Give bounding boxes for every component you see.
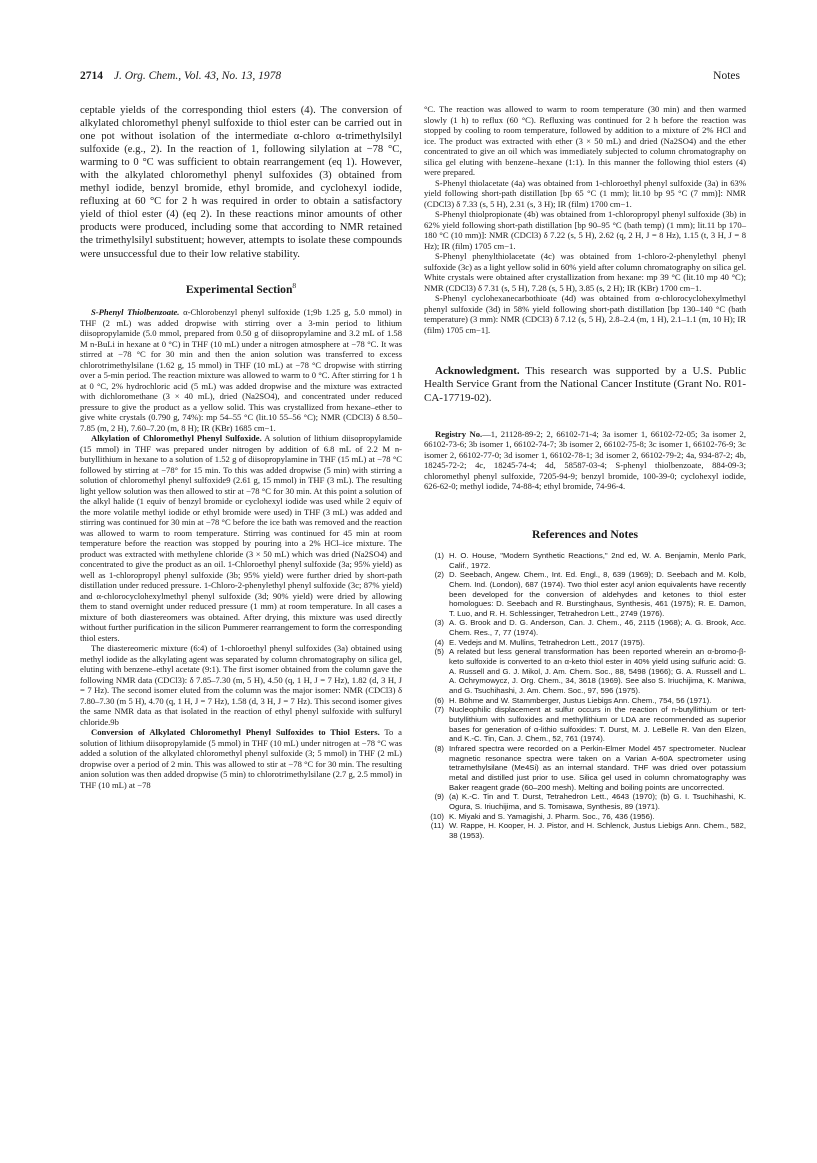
- reference-item: (10) K. Miyaki and S. Yamagishi, J. Pharm. Soc., 76, 436 (1956).: [430, 811, 655, 821]
- experimental-heading-text: Experimental Section: [185, 282, 293, 296]
- reference-item: (2) D. Seebach, Angew. Chem., Int. Ed. Engl., 8, 639 (1969); D. Seebach and M. Kolb, Chem. Ind. (London), 687 (1974). Two thiol ester acyl anion equivalents have recently been developed for the conversion of aldehydes and ketones to thiol ester homologues: D. Seebach and R. Burstinghaus, Synthesis, 461 (1975); R. E. Damon, T. Luo, and R. H. Schlessinger, Tetrahedron Lett., 2749 (1976).: [434, 570, 746, 618]
- reference-item: (1) H. O. House, "Modern Synthetic Reactions," 2nd ed, W. A. Benjamin, Menlo Park, Calif., 1972.: [434, 550, 746, 570]
- procedure-thiolbenzoate: [80, 307, 402, 433]
- procedure-title: Alkylation of Chloromethyl Phenyl Sulfoxide.: [91, 433, 262, 444]
- page-number: 2714: [80, 70, 103, 82]
- reference-item: (5) A related but less general transformation has been reported wherein an α-bromo-β-keto sulfoxide is converted to an α-keto thiol ester in 40% yield using sulfuric acid: G. A. Russell and G. J. Mikol, J. Am. Chem. Soc., 88, 5498 (1966); G. A. Russell and L. A. Ochrymowycz, J. Org. Chem., 34, 3618 (1969). See also S. Iriuchijima, K. Maniwa, and G. Tsuchihashi, J. Am. Chem. Soc., 97, 596 (1975).: [434, 647, 746, 696]
- references-list: [424, 551, 746, 841]
- reference-item: (6) H. Böhme and W. Stammberger, Justus Liebigs Ann. Chem., 754, 56 (1971).: [434, 695, 712, 705]
- experimental-heading: [80, 281, 402, 296]
- acknowledgment-body: This research was supported by a U.S. Public Health Service Grant from the National Cancer Institute (Grant No. R01-CA-17719-02).: [424, 365, 746, 404]
- intro-paragraph: ceptable yields of the corresponding thiol esters (4). The conversion of alkylated chloromethyl phenyl sulfoxide to thiol ester can be carried out in one pot without isolation of the intermediate α-chloro α-trimethylsilyl sulfoxide (e.g., 2). In the reaction of 1, following silylation at −78 °C, warming to 0 °C was sufficient to obtain rearrangement (eq 1). However, with the alkylated chloromethyl phenyl sulfoxides (3) obtained from methyl iodide, benzyl bromide, ethyl bromide, and cyclohexyl iodide, refluxing at 60 °C for 2 h was required in order to obtain a satisfactory yield of thiol ester (4) (eq 2). In these reactions minor amounts of other products were produced, including some that according to NMR retained the trimethylsilyl substituent; however, attempts to isolate these compounds were unsuccessful due to their low relative stability.: [80, 105, 402, 260]
- registry-body: —1, 21128-89-2; 2, 66102-71-4; 3a isomer 1, 66102-72-05; 3a isomer 2, 66102-73-6; 3b isomer 1, 66102-74-7; 3b isomer 2, 66102-75-8; 3c isomer 1, 66102-76-9; 3c isomer 2, 66102-77-0; 3d isomer 1, 66102-78-1; 3d isomer 2, 66102-79-2; 4a, 934-87-2; 4b, 18245-72-2; 4c, 18245-74-4; 4d, 58587-03-4; S-phenyl thiolbenzoate, 884-09-3; chloromethyl phenyl sulfoxide, 7205-94-9; benzyl bromide, 100-39-0; cyclohexyl iodide, 626-62-0; methyl iodide, 74-88-4; ethyl bromide, 74-96-4.: [424, 428, 746, 492]
- registry-title: Registry No.: [435, 428, 483, 439]
- procedure-title: Conversion of Alkylated Chloromethyl Phenyl Sulfoxides to Thiol Esters.: [91, 727, 380, 738]
- right-column: [424, 104, 746, 841]
- acknowledgment-title: Acknowledgment.: [435, 365, 520, 377]
- reference-item: (11) W. Rappe, H. Kooper, H. J. Pistor, and H. Schlenck, Justus Liebigs Ann. Chem., 582, 38 (1953).: [430, 821, 746, 840]
- registry-numbers: [424, 429, 746, 492]
- ester-4c: S-Phenyl phenylthiolacetate (4c) was obtained from 1-chloro-2-phenylethyl phenyl sulfoxide (3c) as a light yellow solid in 60% yield after column chromatography on silica gel. White crystals were obtained after crystallization from hexane: mp 39 °C (lit.10 mp 40 °C); NMR (CDCl3) δ 7.31 (s, 5 H), 7.28 (s, 5 H), 3.85 (s, 2 H); IR (KBr) 1700 cm−1.: [424, 251, 746, 293]
- reference-item: (9) (a) K.-C. Tin and T. Durst, Tetrahedron Lett., 4643 (1970); (b) G. I. Tsuchihashi, K. Ogura, S. Iriuchijima, and S. Tomisawa, Synthesis, 89 (1971).: [434, 792, 746, 811]
- procedure-alkylation: [80, 433, 402, 643]
- procedure-body: A solution of lithium diisopropylamide (15 mmol) in THF was prepared under nitrogen by addition of 6.8 mL of 2.2 M n-butyllithium in hexane to a solution of 1.52 g of diisopropylamine in THF (15 mL) at −78 °C followed by stirring at −78° for 15 min. To this was added dropwise (5 min) with stirring a solution of chloromethyl phenyl sulfoxide9 (2.61 g, 15 mmol) in THF (3 mL). The resulting light yellow solution was then allowed to stir at −78 °C for 30 min. At this point a solution of the alkyl halide (1 equiv of benzyl bromide or cyclohexyl iodide was used while 2 equiv of the more volatile methyl iodide or ethyl bromide were used) in THF (3 mL) was added and stirring was continued for 30 min at −78 °C before the ice bath was removed and the reaction was allowed to warm to room temperature. Stirring was continued for 45 min at room temperature before the reaction was stopped by pouring into a 2% HCl–ice mixture. The product was extracted with methylene chloride (3 × 50 mL) which was dried (Na2SO4) and concentrated to give the product as an oil. 1-Chloroethyl phenyl sulfoxide (3a; 95% yield) as well as 1-chloropropyl phenyl sulfoxide (3b; 95% yield) were further dried by short-path distillation under reduced pressure. 1-Chloro-2-phenylethyl phenyl sulfoxide (3c; 87% yield) and α-chlorocyclohexylmethyl phenyl sulfoxide (3d; 90% yield) were dried by allowing them to stand overnight under reduced pressure (1 mm) at room temperature. In all cases a mixture of both diastereomers was obtained. After drying, this mixture was used directly without further purification in the silicon Pummerer rearrangement to form the corresponding thiol esters.: [80, 433, 402, 643]
- running-head: [80, 70, 740, 86]
- section-label: Notes: [713, 70, 740, 82]
- reference-item: (3) A. G. Brook and D. G. Anderson, Can. J. Chem., 46, 2115 (1968); A. G. Brook, Acc. Chem. Res., 7, 77 (1974).: [434, 618, 746, 638]
- reference-item: (7) Nucleophilic displacement at sulfur occurs in the reaction of n-butyllithium or tert-butyllithium with sulfoxides and methyllithium or LDA are recommended as superior bases for generation of α-lithio sulfoxides: T. Durst, M. J. LeBelle R. Van den Elzen, and K.-C. Tin, Can. J. Chem., 52, 761 (1974).: [434, 705, 746, 744]
- procedure-body: To a solution of lithium diisopropylamide (5 mmol) in THF (10 mL) under nitrogen at −78 °C was added a solution of the alkylated chloromethyl phenyl sulfoxide (3; 5 mmol) in THF (2 mL) dropwise over a period of 2 min. This was allowed to stir at −78 °C for 30 min. The resulting anion solution was then added dropwise (5 min) to chlorotrimethylsilane (2.7 g, 2.5 mmol) in THF (10 mL) at −78: [80, 727, 402, 790]
- procedure-conversion: [80, 727, 402, 790]
- journal-citation: J. Org. Chem., Vol. 43, No. 13, 1978: [113, 70, 282, 82]
- references-heading: References and Notes: [531, 527, 639, 541]
- left-column: [80, 104, 402, 790]
- reference-item: (8) Infrared spectra were recorded on a Perkin-Elmer Model 457 spectrometer. Nuclear magnetic resonance spectra were taken on a Varian A-60A spectrometer using tetramethylsilane (Me4Si) as an internal standard. THF was dried over potassium metal and distilled just prior to use. Silica gel used in column chromatography was Baker reagent grade (60–200 mesh). Melting and boiling points are uncorrected.: [434, 744, 746, 792]
- ester-4d: S-Phenyl cyclohexanecarbothioate (4d) was obtained from α-chlorocyclohexylmethyl phenyl sulfoxide (3d) in 58% yield following short-path distillation [bp 130–140 °C (bath temperature) (3 mm): NMR (CDCl3) δ 7.12 (s, 5 H), 2.8–2.4 (m, 1 H), 2.1–1.1 (m, 10 H); IR (film) 1705 cm−1].: [424, 293, 746, 335]
- procedure-body: α-Chlorobenzyl phenyl sulfoxide (1;9b 1.25 g, 5.0 mmol) in THF (2 mL) was added dropwise with stirring over a 3-min period to lithium diisopropylamide (5.0 mmol, prepared from 0.50 g of diisopropylamine and 3.2 mL of 1.58 M n-BuLi in hexane at 0 °C) in THF (10 mL) under a nitrogen atmosphere at −78 °C. It was stirred at −78 °C for 30 min and then the anion solution was transferred to excess chlorotrimethylsilane (1.62 g, 15 mmol) in THF (10 mL) at −78 °C dropwise with stirring over a 5-min period. The reaction mixture was allowed to warm to 0 °C. After stirring for 1 h at 0 °C, 2% hydrochloric acid (5 mL) was added dropwise and the mixture was extracted with dichloromethane (3 × 40 mL), dried (Na2SO4), and concentrated under reduced pressure to give the product as a yellow solid. This was crystallized from hexane–ether to give white crystals (0.790 g, 74%): mp 54–55 °C (lit.10 55–56 °C); NMR (CDCl3) δ 8.50–7.85 (m, 2 H), 7.60–7.20 (m, 8 H); IR (KBr) 1685 cm−1.: [80, 307, 402, 433]
- reference-item: (4) E. Vedejs and M. Mullins, Tetrahedron Lett., 2017 (1975).: [434, 637, 645, 647]
- ester-4a: S-Phenyl thiolacetate (4a) was obtained from 1-chloroethyl phenyl sulfoxide (3a) in 63% yield following short-path distillation [bp 65 °C (1 mm); lit.10 bp 95 °C (7 mm)]: NMR (CDCl3) δ 7.33 (s, 5 H), 2.31 (s, 3 H); IR (film) 1700 cm−1.: [424, 177, 746, 209]
- ester-4b: S-Phenyl thiolpropionate (4b) was obtained from 1-chloropropyl phenyl sulfoxide (3b) in 62% yield following short-path distillation [bp 90–95 °C (bath temp) (1 mm); lit.11 bp 170–180 °C (10 mm)]: NMR (CDCl3) δ 7.22 (s, 5 H), 2.62 (q, 2 H, J = 8 Hz), 1.15 (t, 3 H, J = 8 Hz); IR (film) 1705 cm−1.: [424, 209, 746, 251]
- acknowledgment: [424, 365, 746, 405]
- experimental-heading-ref: 8: [292, 280, 297, 290]
- procedure-diastereomers: The diastereomeric mixture (6:4) of 1-chloroethyl phenyl sulfoxides (3a) obtained using methyl iodide as the alkylating agent was separated by column chromatography on silica gel, eluting with benzene–ethyl acetate (9:1). The first isomer obtained from the column gave the following NMR data (CDCl3): δ 7.85–7.30 (m, 5 H), 4.50 (q, 1 H, J = 7 Hz), 1.82 (d, 3 H, J = 7 Hz). The second isomer eluted from the column was the major isomer: NMR (CDCl3) δ 7.80–7.30 (m 5 H), 4.70 (q, 1 H, J = 7 Hz), 1.58 (d, 3 H, J = 7 Hz). This second isomer gives the same NMR data as that isolated in the reaction of ethyl phenyl sulfoxide with sulfuryl chloride.9b: [80, 643, 402, 727]
- procedure-continuation: °C. The reaction was allowed to warm to room temperature (30 min) and then warmed slowly (1 h) to reflux (60 °C). Refluxing was continued for 2 h before the reaction was stopped by cooling to room temperature, followed by addition to a mixture of 2% HCl and ice. The product was extracted with ether (3 × 50 mL) and dried (Na2SO4) and the ether concentrated to give an oil which was immediately subjected to column chromatography on silica gel eluting with benzene–hexane (1:1). In this manner the following thiol esters (4) were prepared.: [424, 104, 746, 177]
- procedure-title: S-Phenyl Thiolbenzoate.: [91, 307, 180, 318]
